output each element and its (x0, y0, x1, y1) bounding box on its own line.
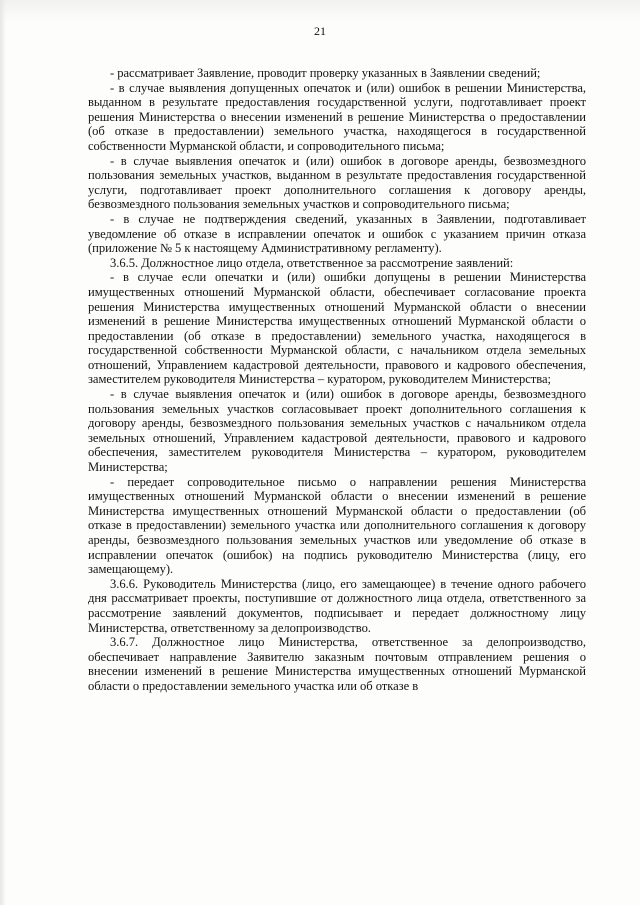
paragraph: - в случае если опечатки и (или) ошибки допущены в решении Министерства имущественных отношений Мурманской области, обеспечивает согласование проекта решения Министерства имущественных отношений Мурманской области о внесении изменений в решение Министерства имущественных отношений Мурманской области о предоставлении (об отказе в предоставлении) земельного участка, находящегося в государственной собственности Мурманской области, с начальником отдела земельных отношений, Управлением кадастровой деятельности, правового и кадрового обеспечения, заместителем руководителя Министерства – куратором, руководителем Министерства; (88, 270, 586, 387)
scan-edge (0, 0, 640, 22)
page-number: 21 (314, 24, 326, 38)
scan-edge (0, 0, 6, 905)
paragraph: - в случае выявления опечаток и (или) ошибок в договоре аренды, безвозмездного пользования земельных участков, выданном в результате предоставления государственной услуги, подготавливает проект дополнительного соглашения к договору аренды, безвозмездного пользования земельных участков и сопроводительного письма; (88, 153, 586, 212)
paragraph: 3.6.6. Руководитель Министерства (лицо, его замещающее) в течение одного рабочего дня рассматривает проекты, поступившие от должностного лица отдела, ответственного за рассмотрение заявлений документов, подписывает и передает должностному лицу Министерства, ответственному за делопроизводство. (88, 576, 586, 635)
paragraph: 3.6.7. Должностное лицо Министерства, ответственное за делопроизводство, обеспечивает направление Заявителю заказным почтовым отправлением решения о внесении изменений в решение Министерства имущественных отношений Мурманской области о предоставлении земельного участка или об отказе в (88, 635, 586, 693)
paragraph: 3.6.5. Должностное лицо отдела, ответственное за рассмотрение заявлений: (110, 255, 514, 270)
paragraph: - в случае выявления допущенных опечаток и (или) ошибок в решении Министерства, выданном в результате предоставления государственной услуги, подготавливает проект решения Министерства о внесении изменений в решение Министерства о предоставлении (об отказе в предоставлении) земельного участка, находящегося в государственной собственности Мурманской области, и сопроводительного письма; (88, 80, 586, 153)
paragraph: - рассматривает Заявление, проводит проверку указанных в Заявлении сведений; (110, 66, 541, 80)
paragraph: - в случае не подтверждения сведений, указанных в Заявлении, подготавливает уведомление об отказе в исправлении опечаток и ошибок с указанием причин отказа (приложение № 5 к настоящему Административному регламенту). (88, 211, 586, 256)
paragraph: - в случае выявления опечаток и (или) ошибок в договоре аренды, безвозмездного пользования земельных участков согласовывает проект дополнительного соглашения к договору аренды, безвозмездного пользования земельных участков с начальником отдела земельных отношений, Управлением кадастровой деятельности, правового и кадрового обеспечения, заместителем руководителя Министерства – куратором, руководителем Министерства; (88, 387, 586, 475)
paragraph: - передает сопроводительное письмо о направлении решения Министерства имущественных отношений Мурманской области о внесении изменений в решение Министерства имущественных отношений Мурманской области о предоставлении (об отказе в предоставлении) земельного участка или дополнительного соглашения к договору аренды, безвозмездного пользования земельных участков или уведомление об отказе в исправлении опечаток (ошибок) на подпись руководителю Министерства (лицу, его замещающему). (88, 474, 586, 577)
document-body (88, 66, 586, 694)
